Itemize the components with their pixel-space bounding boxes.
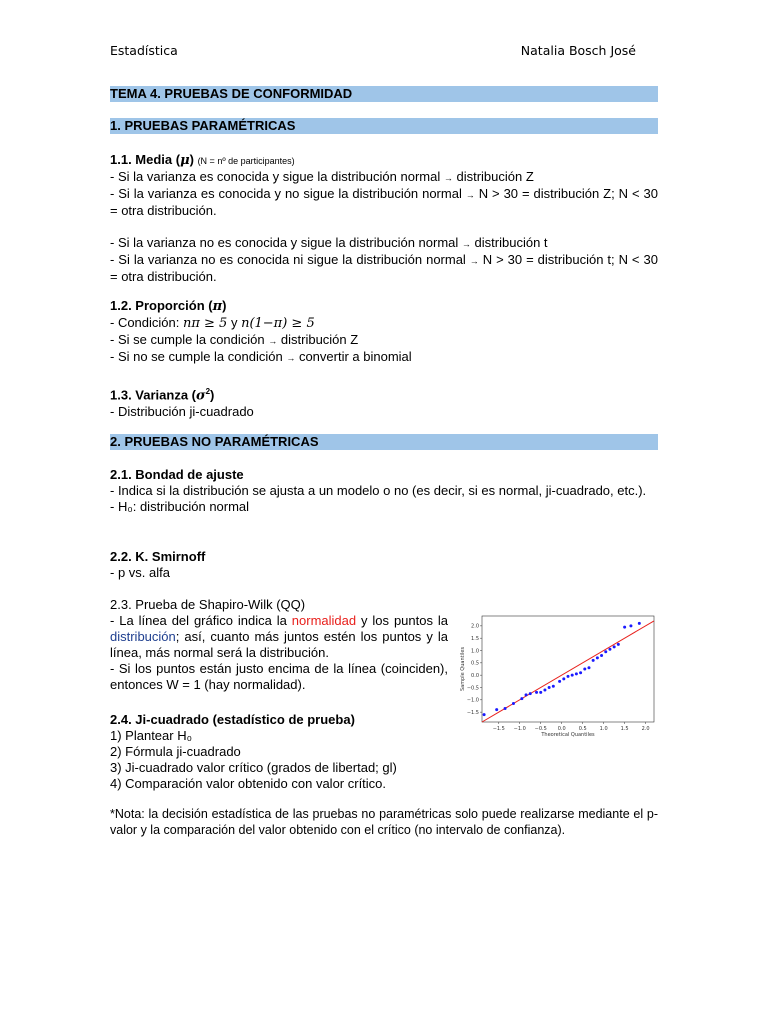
x-tick-label: 2.0	[641, 726, 650, 732]
proporcion-line-2: - Si se cumple la condición → distribución Z	[110, 332, 359, 347]
data-point	[608, 648, 611, 651]
proporcion-heading: 1.2. Proporción (π)	[110, 298, 227, 314]
data-point	[571, 674, 574, 677]
smirnoff-line-1: - p vs. alfa	[110, 565, 170, 580]
y-tick-label: 0.5	[471, 660, 479, 667]
media-line-2: - Si la varianza es conocida y no sigue la distribución normal → N > 30 = distribución Z; N < 30 = otra distribución.	[110, 186, 658, 218]
data-point	[548, 686, 551, 689]
header-author: Natalia Bosch José	[520, 43, 636, 58]
y-tick-label: −1.5	[466, 709, 479, 716]
ji-heading: 2.4. Ji-cuadrado (estadístico de prueba)	[110, 712, 355, 727]
proporcion-block	[110, 298, 658, 366]
y-axis-label: Sample Quantiles	[460, 646, 466, 692]
data-point	[535, 691, 538, 694]
data-point	[562, 677, 565, 680]
ji-item-2: 2) Fórmula ji-cuadrado	[110, 744, 241, 759]
section-parametricas: 1. PRUEBAS PARAMÉTRICAS	[110, 118, 658, 134]
varianza-line-1: - Distribución ji-cuadrado	[110, 404, 254, 420]
media-line-3: - Si la varianza no es conocida y sigue la distribución normal → distribución t	[110, 235, 548, 250]
varianza-heading: 1.3. Varianza $(\sigma^2)$	[110, 387, 215, 404]
data-point	[629, 624, 632, 627]
tema-title: TEMA 4. PRUEBAS DE CONFORMIDAD	[110, 86, 658, 102]
shapiro-text	[110, 613, 448, 693]
ji-item-4: 4) Comparación valor obtenido con valor crítico.	[110, 776, 387, 791]
page-header	[110, 43, 636, 58]
data-point	[583, 668, 586, 671]
data-point	[596, 656, 599, 659]
data-point	[558, 680, 561, 683]
data-point	[512, 702, 515, 705]
ji-item-3: 3) Ji-cuadrado valor crítico (grados de libertad; gl)	[110, 760, 397, 775]
proporcion-line-3: - Si no se cumple la condición → convertir a binomial	[110, 349, 412, 364]
x-tick-label: 0.0	[557, 726, 566, 732]
data-point	[613, 645, 616, 648]
data-point	[617, 643, 620, 646]
nota: *Nota: la decisión estadística de las pruebas no paramétricas solo puede realizarse mediante el p-valor y la comparación del valor obtenido con el crítico (no intervalo de confianza).	[110, 807, 658, 837]
y-tick-label: −0.5	[466, 685, 479, 692]
data-point	[543, 688, 546, 691]
data-point	[495, 708, 498, 711]
smirnoff-block	[110, 549, 658, 581]
data-point	[520, 697, 523, 700]
data-point	[567, 675, 570, 678]
section-no-parametricas: 2. PRUEBAS NO PARAMÉTRICAS	[110, 434, 658, 450]
data-point	[587, 666, 590, 669]
data-point	[579, 671, 582, 674]
ji-item-1: 1) Plantear H₀	[110, 728, 192, 743]
data-point	[638, 622, 641, 625]
y-tick-label: −1.0	[466, 697, 479, 704]
media-heading: 1.1. Media (μ) (N = nº de participantes)	[110, 152, 295, 168]
varianza-block	[110, 384, 658, 420]
x-tick-label: −1.0	[513, 726, 526, 732]
data-point	[552, 685, 555, 688]
data-point	[600, 654, 603, 657]
data-point	[539, 691, 542, 694]
shapiro-heading: 2.3. Prueba de Shapiro-Wilk (QQ)	[110, 597, 306, 612]
proporcion-condicion: - Condición: nπ ≥ 5 y n(1−π) ≥ 5	[110, 315, 315, 331]
bondad-block	[110, 467, 658, 515]
data-point	[575, 672, 578, 675]
media-line-4: - Si la varianza no es conocida ni sigue la distribución normal → N > 30 = distribución t; N < 30 = otra distribución.	[110, 252, 658, 284]
data-point	[525, 693, 528, 696]
media-block	[110, 152, 658, 285]
data-point	[604, 650, 607, 653]
x-tick-label: −0.5	[534, 726, 547, 732]
shapiro-paragraph-1: - La línea del gráfico indica la normalidad y los puntos la distribución; así, cuanto más juntos estén los puntos y la línea, más normal será la distribución.	[110, 613, 449, 660]
data-point	[504, 707, 507, 710]
header-subject: Estadística	[110, 43, 178, 58]
shapiro-paragraph-2: - Si los puntos están justo encima de la línea (coinciden), entonces W = 1 (hay normalidad).	[110, 661, 448, 692]
x-tick-label: 0.5	[578, 726, 587, 732]
y-tick-label: 2.0	[471, 623, 479, 630]
media-note: (N = nº de participantes)	[197, 156, 295, 166]
plot-frame	[482, 616, 654, 722]
x-tick-label: 1.5	[620, 726, 629, 732]
data-point	[529, 692, 532, 695]
x-tick-label: 1.0	[599, 726, 608, 732]
y-tick-label: 1.0	[471, 648, 479, 655]
media-line-1: - Si la varianza es conocida y sigue la distribución normal → distribución Z	[110, 169, 534, 184]
x-tick-label: −1.5	[492, 726, 505, 732]
ji-block	[110, 709, 658, 792]
bondad-line-1: - Indica si la distribución se ajusta a un modelo o no (es decir, si es normal, ji-cuadrado, etc.).	[110, 483, 647, 498]
bondad-line-2: - H₀: distribución normal	[110, 499, 250, 514]
data-point	[592, 659, 595, 662]
x-axis-label: Theoretical Quantiles	[541, 732, 595, 738]
y-tick-label: 1.5	[471, 635, 479, 642]
y-tick-label: 0.0	[471, 672, 479, 679]
data-point	[623, 626, 626, 629]
smirnoff-heading: 2.2. K. Smirnoff	[110, 549, 206, 564]
bondad-heading: 2.1. Bondad de ajuste	[110, 467, 244, 482]
